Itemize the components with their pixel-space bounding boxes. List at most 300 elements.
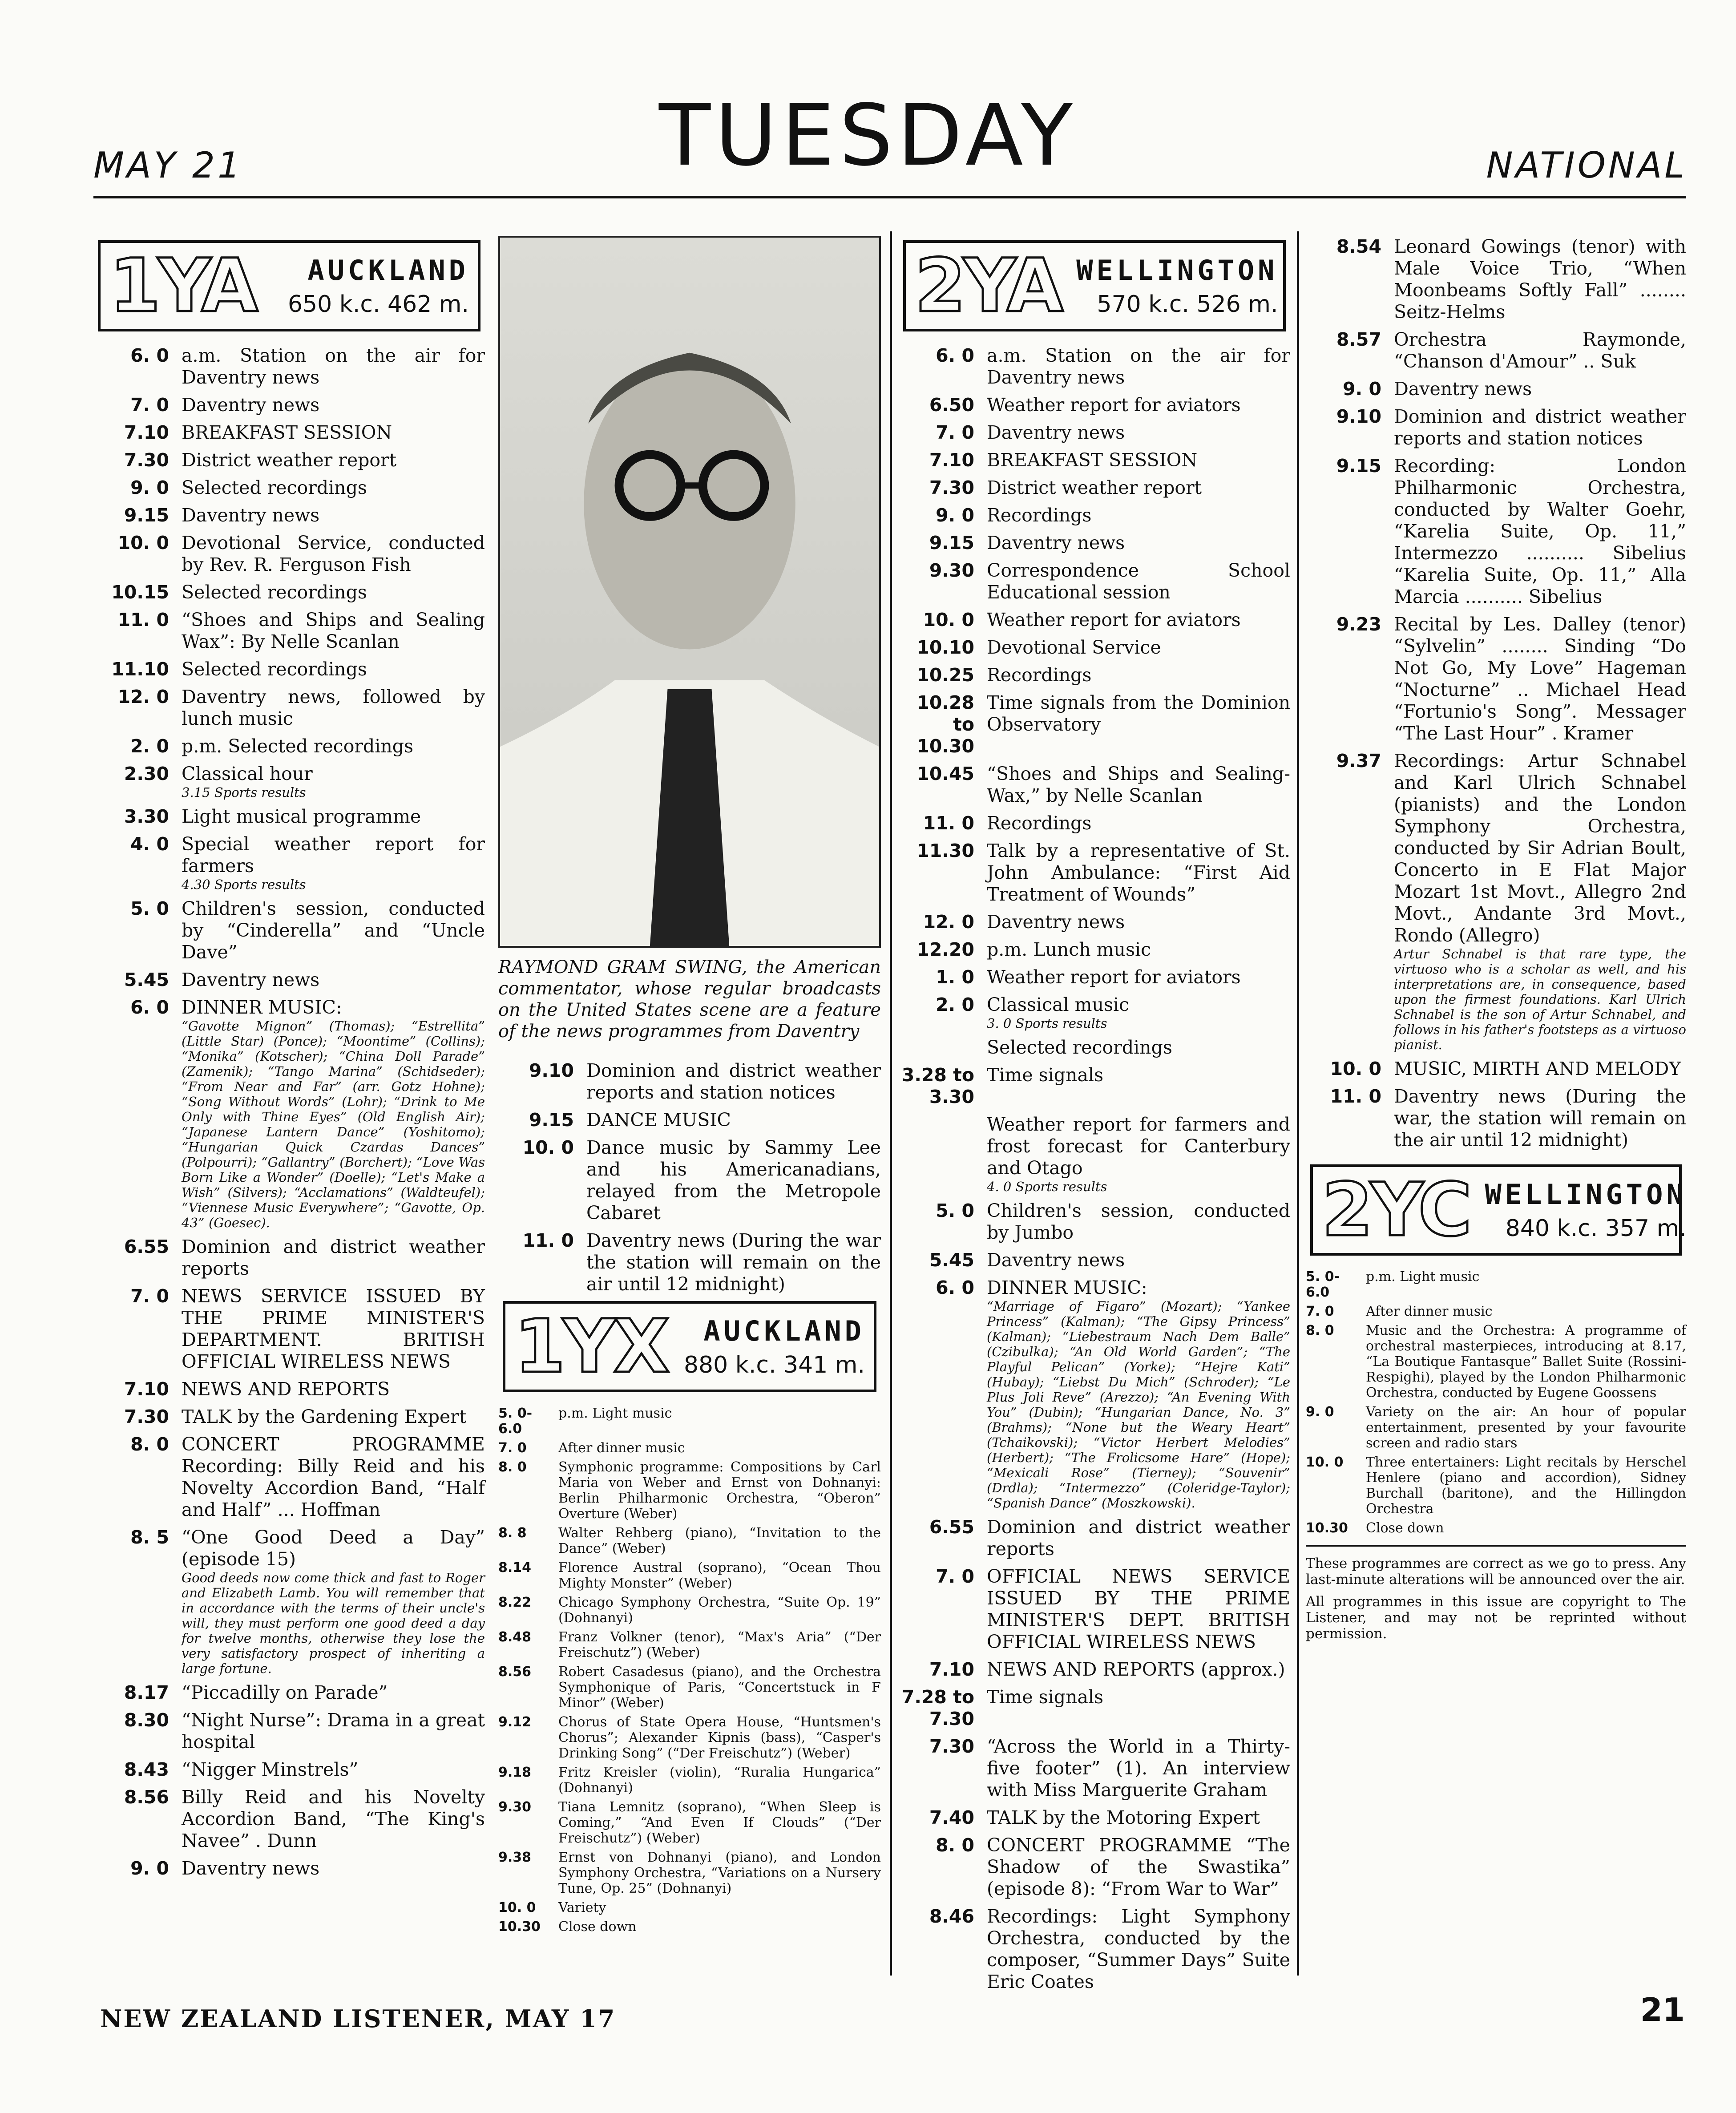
programme-details	[987, 1114, 1290, 1194]
programme-text: Close down	[558, 1919, 637, 1935]
programme-time: 12. 0	[923, 911, 974, 933]
programme-text: TALK by the Motoring Expert	[987, 1807, 1260, 1828]
programme-text: Weather report for farmers and frost forecast for Canterbury and Otago	[987, 1114, 1290, 1179]
programme-time: 11. 0	[923, 812, 974, 834]
programme-text: Special weather report for farmers	[182, 833, 485, 877]
column-1yA	[93, 236, 485, 1980]
programme-time: 2.30	[124, 763, 169, 784]
programme-text: “Across the World in a Thirty-five footer” (1). An interview with Miss Marguerite Graham	[987, 1736, 1290, 1801]
programme-text: Music and the Orchestra: A programme of orchestral masterpieces, introducing at 8.17, “La Boutique Fantasque” Ballet Suite (Rossini-Respighi), played by the London Philharmonic Orchestra, conducted by Eugene Goossens	[1366, 1323, 1686, 1401]
programme-item	[899, 966, 1290, 988]
programme-item	[93, 609, 485, 653]
programme-time: 3.30	[124, 806, 169, 827]
programme-details	[182, 1285, 485, 1373]
programme-item	[899, 1516, 1290, 1560]
programme-details	[987, 449, 1290, 471]
programme-text: p.m. Light music	[558, 1406, 672, 1421]
programme-text: Close down	[1366, 1520, 1444, 1536]
programme-details	[987, 763, 1290, 807]
programme-text: DINNER MUSIC:	[182, 997, 342, 1018]
programme-text: BREAKFAST SESSION	[182, 422, 392, 443]
programme-text: Symphonic programme: Compositions by Carl Maria von Weber and Ernst von Dohnanyi: Berlin Philharmonic Orchestra, “Oberon” Overture (Weber)	[558, 1459, 881, 1522]
programme-time: 8. 0	[498, 1459, 527, 1475]
programme-details	[987, 966, 1290, 988]
programme-text: Devotional Service	[987, 637, 1161, 658]
programme-text: Variety	[558, 1900, 606, 1915]
programme-time: 9.15	[529, 1109, 574, 1131]
programme-text: Dance music by Sammy Lee and his Americanadians, relayed from the Metropole Cabaret	[586, 1137, 881, 1224]
programme-item	[498, 1406, 881, 1437]
programme-item	[1306, 455, 1686, 608]
programme-text: Franz Volkner (tenor), “Max's Aria” (“Der Freischutz”) (Weber)	[558, 1629, 881, 1661]
programme-list	[498, 1060, 881, 1295]
programme-details	[558, 1525, 881, 1556]
programme-item	[1306, 236, 1686, 323]
programme-time: 10. 0	[1306, 1454, 1344, 1470]
programme-details	[987, 1200, 1290, 1244]
programme-text: Recordings: Light Symphony Orchestra, conducted by the composer, “Summer Days” Suite Eric Coates	[987, 1906, 1290, 1992]
programme-time: 4. 0	[130, 833, 169, 855]
programme-details	[182, 532, 485, 576]
programme-details	[1366, 1454, 1686, 1517]
programme-text: Recital by Les. Dalley (tenor) “Sylvelin” ........ Sinding “Do Not Go, My Love” Hageman “Nocturne” .. Michael Head “Fortunio's Song”. Messager “The Last Hour” . Kramer	[1394, 614, 1686, 744]
programme-text: Children's session, conducted by Jumbo	[987, 1200, 1290, 1243]
header-day: TUESDAY	[658, 86, 1078, 185]
programme-time: 9.30	[929, 560, 974, 581]
programme-item	[899, 1566, 1290, 1653]
programme-text: BREAKFAST SESSION	[987, 449, 1198, 471]
programme-details	[987, 812, 1290, 834]
programme-item	[899, 1686, 1290, 1730]
programme-time: 10.25	[916, 664, 974, 686]
programme-text: Dominion and district weather reports and station notices	[1394, 406, 1686, 449]
column-2ya	[899, 236, 1290, 1992]
programme-time: 6. 0	[130, 997, 169, 1018]
programme-text: Classical music	[987, 994, 1130, 1015]
programme-time: 7. 0	[130, 394, 169, 416]
programme-details	[1366, 1304, 1686, 1319]
programme-time: 6.50	[929, 394, 974, 416]
programme-text: Daventry news	[182, 1858, 320, 1879]
station-call: 2YA	[915, 243, 1061, 328]
programme-time: 12. 0	[117, 686, 169, 707]
programme-note: “Gavotte Mignon” (Thomas); “Estrellita” (Little Star) (Ponce); “Moontime” (Collins); “Monika” (Kotscher); “China Doll Parade” (Zamenik); “Tango Marina” (Schidseder); “From Near and Far” (arr. Gotz Hohne); “Song Without Words” (Lohr); “Drink to Me Only with Thine Eyes” (Old English Air); “Japanese Lantern Dance” (Yoshitomo); “Hungarian Quick Czardas Dances” (Polpourri); “Gallantry” (Borchert); “Love Was Born Like a Wonder” (Doelle); “Let's Make a Wish” (Silvers); “Acclamations” (Waldteufel); “Viennese Music Everywhere”; “Gavotte, Op. 43” (Goesec).	[182, 1018, 485, 1230]
programme-item	[899, 1200, 1290, 1244]
programme-item	[93, 806, 485, 828]
programme-details	[558, 1900, 881, 1915]
programme-details	[558, 1629, 881, 1661]
programme-text: After dinner music	[558, 1440, 685, 1456]
programme-details	[987, 1736, 1290, 1801]
programme-text: Recording: London Philharmonic Orchestra, conducted by Walter Goehr, “Karelia Suite, Op. 11,” Intermezzo .......... Sibelius “Karelia Suite, Op. 11,” Alla Marcia .......... Sibelius	[1394, 455, 1686, 607]
programme-time: 7.28 to 7.30	[901, 1686, 974, 1729]
programme-item	[899, 394, 1290, 416]
programme-details	[558, 1406, 881, 1437]
programme-text: Recordings	[987, 664, 1092, 686]
programme-item	[498, 1137, 881, 1224]
programme-text: NEWS SERVICE ISSUED BY THE PRIME MINISTER'S DEPARTMENT. BRITISH OFFICIAL WIRELESS NEWS	[182, 1285, 485, 1372]
programme-item	[899, 1064, 1290, 1108]
programme-item	[899, 449, 1290, 471]
programme-time: 8.57	[1336, 329, 1381, 350]
programme-details	[558, 1799, 881, 1846]
programme-time: 8. 0	[936, 1834, 974, 1856]
programme-text: Classical hour	[182, 763, 313, 784]
programme-time: 6. 0	[130, 345, 169, 366]
programme-time: 5. 0-6.0	[1306, 1269, 1340, 1300]
programme-item	[498, 1850, 881, 1896]
programme-time: 5.45	[929, 1249, 974, 1271]
programme-time: 6.55	[124, 1236, 169, 1257]
programme-item	[93, 997, 485, 1230]
programme-details	[987, 1834, 1290, 1900]
programme-details	[558, 1595, 881, 1626]
programme-note: 4.30 Sports results	[182, 877, 306, 892]
programme-item	[498, 1664, 881, 1711]
programme-details	[182, 394, 485, 416]
programme-details	[182, 1236, 485, 1280]
programme-time	[899, 1037, 987, 1059]
programme-item	[93, 1285, 485, 1373]
programme-text: Billy Reid and his Novelty Accordion Band, “The King's Navee” . Dunn	[182, 1786, 485, 1851]
programme-text: Florence Austral (soprano), “Ocean Thou Mighty Monster” (Weber)	[558, 1560, 881, 1591]
programme-text: Daventry news	[987, 532, 1125, 554]
programme-time: 11.10	[111, 659, 169, 680]
programme-item	[93, 449, 485, 471]
programme-text: Daventry news (During the war the station will remain on the air until 12 midnight)	[586, 1230, 881, 1295]
programme-details	[1366, 1404, 1686, 1451]
programme-time: 10. 0	[522, 1137, 574, 1158]
programme-item	[899, 1277, 1290, 1511]
programme-details	[558, 1664, 881, 1711]
programme-text: “One Good Deed a Day” (episode 15)	[182, 1527, 485, 1570]
programme-details	[182, 582, 485, 603]
station-city: AUCKLAND	[703, 1315, 865, 1347]
programme-list	[93, 345, 485, 1879]
note-rule	[1306, 1545, 1686, 1547]
programme-time: 5. 0-6.0	[498, 1406, 533, 1437]
programme-time: 9.12	[498, 1714, 532, 1730]
programme-text: Selected recordings	[987, 1037, 1172, 1058]
programme-time: 8. 5	[130, 1527, 169, 1548]
programme-details	[987, 505, 1290, 526]
programme-time: 8.46	[929, 1906, 974, 1927]
programme-item	[1306, 1058, 1686, 1080]
programme-text: Daventry news	[182, 969, 320, 990]
programme-details	[987, 1906, 1290, 1993]
programme-item	[93, 1759, 485, 1781]
programme-details	[182, 345, 485, 388]
header-rule	[93, 196, 1686, 198]
programme-text: Daventry news	[987, 1249, 1125, 1271]
programme-time: 10.10	[916, 637, 974, 658]
programme-time: 8.22	[498, 1595, 532, 1610]
programme-item	[899, 812, 1290, 834]
programme-details	[182, 898, 485, 963]
programme-details	[182, 735, 485, 757]
programme-time: 9.10	[1336, 406, 1381, 427]
programme-time: 9.15	[124, 505, 169, 526]
programme-details	[1366, 1520, 1686, 1536]
programme-text: Daventry news	[182, 505, 320, 526]
programme-text: “Shoes and Ships and Sealing Wax”: By Nelle Scanlan	[182, 609, 485, 652]
programme-text: p.m. Selected recordings	[182, 735, 414, 757]
station-city: AUCKLAND	[307, 254, 469, 287]
programme-time: 8.14	[498, 1560, 532, 1576]
programme-time: 10. 0	[1330, 1058, 1381, 1079]
programme-time: 6.55	[929, 1516, 974, 1538]
programme-item	[93, 1236, 485, 1280]
station-frequency: 880 k.c. 341 m.	[683, 1352, 865, 1378]
programme-details	[182, 763, 485, 800]
programme-details	[987, 637, 1290, 659]
programme-details	[182, 659, 485, 680]
programme-details	[586, 1137, 881, 1224]
programme-item	[498, 1714, 881, 1761]
programme-item	[93, 833, 485, 892]
programme-text: District weather report	[182, 449, 397, 471]
programme-time: 8.56	[124, 1786, 169, 1808]
programme-time: 3.28 to 3.30	[901, 1064, 974, 1107]
station-frequency: 650 k.c. 462 m.	[287, 291, 469, 318]
programme-item	[899, 763, 1290, 807]
footer-masthead: NEW ZEALAND LISTENER, MAY 17	[100, 2004, 616, 2033]
programme-text: Time signals	[987, 1686, 1104, 1708]
programme-note: 3.15 Sports results	[182, 785, 306, 800]
programme-text: Time signals	[987, 1064, 1104, 1086]
programme-text: Chicago Symphony Orchestra, “Suite Op. 19” (Dohnanyi)	[558, 1595, 881, 1626]
programme-text: Dominion and district weather reports and station notices	[586, 1060, 881, 1103]
station-banner-2ya	[903, 240, 1286, 331]
programme-item	[899, 1114, 1290, 1194]
programme-time: 11. 0	[1330, 1086, 1381, 1107]
programme-text: a.m. Station on the air for Daventry news	[987, 345, 1290, 388]
programme-text: Three entertainers: Light recitals by Herschel Henlere (piano and accordion), Sidney Burchall (baritone), and the Hillingdon Orchestra	[1366, 1454, 1686, 1517]
programme-item	[899, 994, 1290, 1031]
programme-details	[586, 1109, 881, 1131]
programme-text: Weather report for aviators	[987, 966, 1241, 988]
programme-time: 9.37	[1336, 750, 1381, 772]
programme-item	[899, 1249, 1290, 1271]
programme-time: 7.30	[929, 477, 974, 498]
copyright-note: These programmes are correct as we go to press. Any last-minute alterations will be announced over the air.	[1306, 1555, 1686, 1588]
programme-item	[899, 1834, 1290, 1900]
programme-time: 6. 0	[936, 345, 974, 366]
programme-item	[93, 1858, 485, 1879]
programme-note: 3. 0 Sports results	[987, 1016, 1107, 1031]
programme-time: 9. 0	[1343, 378, 1381, 400]
programme-item	[93, 422, 485, 444]
programme-item	[498, 1109, 881, 1131]
programme-time: 5. 0	[936, 1200, 974, 1221]
programme-item	[93, 1378, 485, 1400]
programme-text: Weather report for aviators	[987, 609, 1241, 630]
header-date: MAY 21	[93, 145, 243, 186]
programme-time: 6. 0	[936, 1277, 974, 1298]
programme-details	[558, 1440, 881, 1456]
programme-details	[987, 1686, 1290, 1730]
programme-details	[558, 1714, 881, 1761]
programme-text: Weather report for aviators	[987, 394, 1241, 416]
programme-details	[987, 664, 1290, 686]
programme-time: 11.30	[916, 840, 974, 861]
programme-details	[182, 1406, 485, 1428]
programme-details	[1394, 236, 1686, 323]
programme-time: 7.30	[124, 1406, 169, 1427]
programme-text: Walter Rehberg (piano), “Invitation to the Dance” (Weber)	[558, 1525, 881, 1556]
programme-details	[987, 1249, 1290, 1271]
programme-details	[987, 911, 1290, 933]
programme-item	[899, 692, 1290, 757]
programme-item	[1306, 1520, 1686, 1536]
programme-text: Chorus of State Opera House, “Huntsmen's Chorus”; Alexander Kipnis (bass), “Casper's Drinking Song” (“Der Freischutz”) (Weber)	[558, 1714, 881, 1761]
programme-text: DINNER MUSIC:	[987, 1277, 1147, 1298]
programme-item	[899, 560, 1290, 603]
programme-details	[1394, 614, 1686, 744]
programme-details	[1366, 1323, 1686, 1401]
programme-details	[182, 1434, 485, 1521]
programme-time: 9. 0	[936, 505, 974, 526]
programme-details	[558, 1765, 881, 1796]
programme-details	[558, 1560, 881, 1591]
programme-time: 2. 0	[130, 735, 169, 757]
programme-details	[987, 345, 1290, 388]
programme-text: Time signals from the Dominion Observatory	[987, 692, 1290, 735]
programme-text: TALK by the Gardening Expert	[182, 1406, 467, 1427]
programme-details	[987, 1277, 1290, 1511]
programme-details	[586, 1060, 881, 1103]
programme-details	[1394, 750, 1686, 1052]
column-photo	[498, 236, 881, 1980]
programme-item	[93, 686, 485, 730]
programme-item	[899, 1807, 1290, 1829]
programme-details	[182, 806, 485, 828]
programme-text: Talk by a representative of St. John Ambulance: “First Aid Treatment of Wounds”	[987, 840, 1290, 905]
programme-details	[182, 833, 485, 892]
programme-text: p.m. Light music	[1366, 1269, 1480, 1285]
programme-note: 4. 0 Sports results	[987, 1179, 1107, 1194]
programme-time: 7. 0	[936, 422, 974, 443]
programme-details	[987, 609, 1290, 631]
programme-text: Recordings	[987, 505, 1092, 526]
programme-item	[899, 1659, 1290, 1681]
programme-text: Dominion and district weather reports	[987, 1516, 1290, 1559]
photo-caption: RAYMOND GRAM SWING, the American commentator, whose regular broadcasts on the United States scene are a feature of the news programmes from Daventry	[498, 957, 881, 1042]
programme-item	[93, 1709, 485, 1753]
programme-time: 9.15	[1336, 455, 1381, 477]
programme-time: 8. 0	[130, 1434, 169, 1455]
programme-text: MUSIC, MIRTH AND MELODY	[1394, 1058, 1681, 1079]
programme-details	[987, 1807, 1290, 1829]
programme-text: Tiana Lemnitz (soprano), “When Sleep is Coming,” “And Even If Clouds” (“Der Freischutz”) (Weber)	[558, 1799, 881, 1846]
programme-list-small	[498, 1406, 881, 1935]
programme-item	[1306, 378, 1686, 400]
programme-item	[1306, 406, 1686, 449]
programme-time: 9. 0	[130, 1858, 169, 1879]
programme-details	[558, 1850, 881, 1896]
programme-details	[182, 969, 485, 991]
programme-item	[498, 1060, 881, 1103]
programme-item	[899, 1037, 1290, 1059]
programme-text: “Night Nurse”: Drama in a great hospital	[182, 1709, 485, 1753]
programme-details	[987, 394, 1290, 416]
programme-details	[987, 1659, 1290, 1681]
programme-time: 9. 0	[130, 477, 169, 498]
copyright-note: All programmes in this issue are copyright to The Listener, and may not be reprinted without permission.	[1306, 1594, 1686, 1642]
programme-details	[1394, 455, 1686, 608]
programme-time: 8.56	[498, 1664, 532, 1680]
programme-details	[182, 505, 485, 526]
station-frequency: 570 k.c. 526 m.	[1097, 291, 1278, 318]
programme-text: CONCERT PROGRAMME Recording: Billy Reid and his Novelty Accordion Band, “Half and Half” ... Hoffman	[182, 1434, 485, 1520]
programme-item	[1306, 1304, 1686, 1319]
programme-item	[899, 939, 1290, 961]
programme-text: Selected recordings	[182, 659, 367, 680]
programme-item	[498, 1595, 881, 1626]
programme-text: DANCE MUSIC	[586, 1109, 731, 1131]
programme-time: 12.20	[916, 939, 974, 960]
programme-item	[93, 505, 485, 526]
programme-time: 9.18	[498, 1765, 532, 1780]
programme-text: Fritz Kreisler (violin), “Ruralia Hungarica” (Dohnanyi)	[558, 1765, 881, 1796]
programme-note: Artur Schnabel is that rare type, the virtuoso who is a scholar as well, and his interpretations are, in consequence, based upon the firmest foundations. Karl Ulrich Schnabel is the son of Artur Schnabel, and follows in his father's footsteps as a virtuoso pianist.	[1394, 946, 1686, 1052]
programme-text: Children's session, conducted by “Cinderella” and “Uncle Dave”	[182, 898, 485, 963]
programme-item	[93, 1406, 485, 1428]
programme-details	[1394, 1058, 1686, 1080]
programme-item	[93, 898, 485, 963]
programme-item	[498, 1525, 881, 1556]
programme-time: 10.30	[1306, 1520, 1348, 1536]
programme-time: 7.10	[124, 1378, 169, 1400]
programme-text: Selected recordings	[182, 582, 367, 603]
programme-item	[93, 763, 485, 800]
programme-text: Correspondence School Educational session	[987, 560, 1290, 603]
programme-text: “Piccadilly on Parade”	[182, 1682, 388, 1703]
programme-time: 7. 0	[936, 1566, 974, 1587]
programme-details	[987, 422, 1290, 444]
station-banner-2yc	[1310, 1164, 1687, 1256]
programme-text: Recordings	[987, 812, 1092, 834]
programme-item	[1306, 1454, 1686, 1517]
programme-text: Robert Casadesus (piano), and the Orchestra Symphonique of Paris, “Concertstuck in F Minor” (Weber)	[558, 1664, 881, 1711]
programme-details	[1394, 406, 1686, 449]
programme-details	[987, 1037, 1290, 1059]
programme-time: 7.30	[929, 1736, 974, 1757]
programme-text: District weather report	[987, 477, 1202, 498]
programme-details	[987, 477, 1290, 499]
programme-time: 7.30	[124, 449, 169, 471]
programme-text: p.m. Lunch music	[987, 939, 1151, 960]
programme-time: 5. 0	[130, 898, 169, 919]
programme-time: 10. 0	[498, 1900, 536, 1915]
page-number: 21	[1640, 1991, 1685, 2028]
programme-details	[182, 1786, 485, 1852]
programme-time: 11. 0	[522, 1230, 574, 1251]
station-banner-1yx	[503, 1301, 876, 1392]
programme-item	[498, 1440, 881, 1456]
programme-details	[182, 1759, 485, 1781]
programme-details	[987, 692, 1290, 757]
programme-item	[899, 477, 1290, 499]
programme-item	[899, 911, 1290, 933]
programme-item	[93, 1786, 485, 1852]
programme-text: Daventry news	[182, 394, 320, 416]
programme-item	[899, 532, 1290, 554]
programme-details	[1394, 1086, 1686, 1151]
programme-text: “Shoes and Ships and Sealing-Wax,” by Nelle Scanlan	[987, 763, 1290, 806]
programme-item	[498, 1560, 881, 1591]
column-2yc	[1306, 236, 1686, 1980]
